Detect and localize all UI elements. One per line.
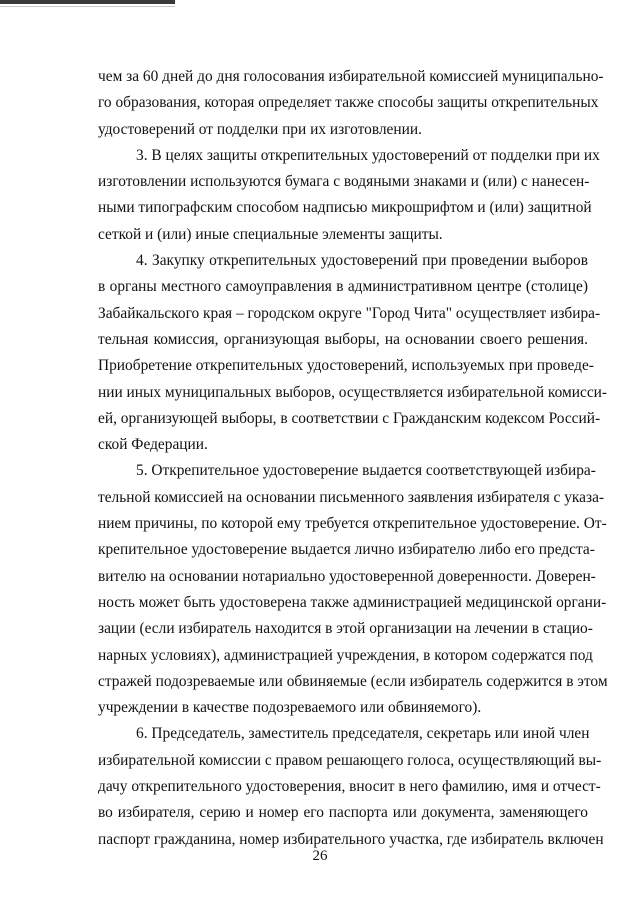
- text-line: 5. Открепительное удостоверение выдается соответствующей избира-: [136, 462, 596, 480]
- text-line: дачу открепительного удостоверения, вносит в него фамилию, имя и отчест-: [98, 778, 601, 796]
- page-number: 26: [312, 848, 328, 864]
- text-line: ными типографским способом надписью микрошрифтом и (или) защитной: [98, 199, 592, 217]
- text-line: нием причины, по которой ему требуется открепительное удостоверение. От-: [98, 515, 607, 533]
- text-line: нарных условиях), администрацией учреждения, в котором содержатся под: [98, 646, 593, 664]
- paragraph-1: [98, 64, 604, 143]
- text-line: в органы местного самоуправления в административном центре (столице): [98, 278, 588, 296]
- text-line: Забайкальского края – городском округе "Город Чита" осуществляет избира-: [98, 304, 601, 322]
- paragraph-item-5: [98, 458, 608, 721]
- text-line: избирательной комиссии с правом решающего голоса, осуществляющий вы-: [98, 751, 602, 769]
- text-line: нии иных муниципальных выборов, осуществляется избирательной комисси-: [98, 383, 608, 401]
- text-line: паспорт гражданина, номер избирательного участка, где избиратель включен: [98, 830, 604, 848]
- text-line: чем за 60 дней до дня голосования избирательной комиссией муниципально-: [98, 68, 604, 85]
- text-line: ность может быть удостоверена также администрацией медицинской органи-: [98, 593, 607, 611]
- text-line: Приобретение открепительных удостоверений, используемых при проведе-: [98, 357, 594, 375]
- text-line: стражей подозреваемые или обвиняемые (если избиратель содержится в этом: [98, 672, 608, 690]
- text-line: го образования, которая определяет также способы защиты открепительных: [98, 94, 599, 112]
- text-line: 3. В целях защиты открепительных удостоверений от подделки при их: [136, 146, 600, 164]
- document-page: [98, 64, 608, 853]
- text-line: тельной комиссией на основании письменного заявления избирателя с указа-: [98, 488, 605, 506]
- text-line: изготовлении используются бумага с водяными знаками и (или) с нанесен-: [98, 173, 590, 191]
- text-line: ской Федерации.: [98, 436, 208, 454]
- text-line: сеткой и (или) иные специальные элементы защиты.: [98, 225, 443, 243]
- text-line: ей, организующей выборы, в соответствии с Гражданским кодексом Россий-: [98, 409, 601, 427]
- text-line: учреждении в качестве подозреваемого или обвиняемого).: [98, 699, 482, 717]
- text-line: удостоверений от подделки при их изготовлении.: [98, 120, 422, 138]
- text-line: 6. Председатель, заместитель председателя, секретарь или иной член: [136, 725, 590, 743]
- scan-edge-line: [0, 6, 175, 7]
- text-line: 4. Закупку открепительных удостоверений при проведении выборов: [136, 252, 588, 270]
- paragraph-item-4: [98, 248, 608, 458]
- text-line: тельная комиссия, организующая выборы, на основании своего решения.: [98, 330, 588, 348]
- scan-edge-mark: [0, 0, 175, 4]
- paragraph-item-3: [98, 143, 600, 248]
- paragraph-item-6: [98, 721, 604, 852]
- text-line: вителю на основании нотариально удостоверенной доверенности. Доверен-: [98, 567, 596, 585]
- text-line: зации (если избиратель находится в этой организации на лечении в стацио-: [98, 620, 593, 638]
- text-line: во избирателя, серию и номер его паспорта или документа, заменяющего: [98, 804, 588, 822]
- text-line: крепительное удостоверение выдается лично избирателю либо его предста-: [98, 541, 595, 559]
